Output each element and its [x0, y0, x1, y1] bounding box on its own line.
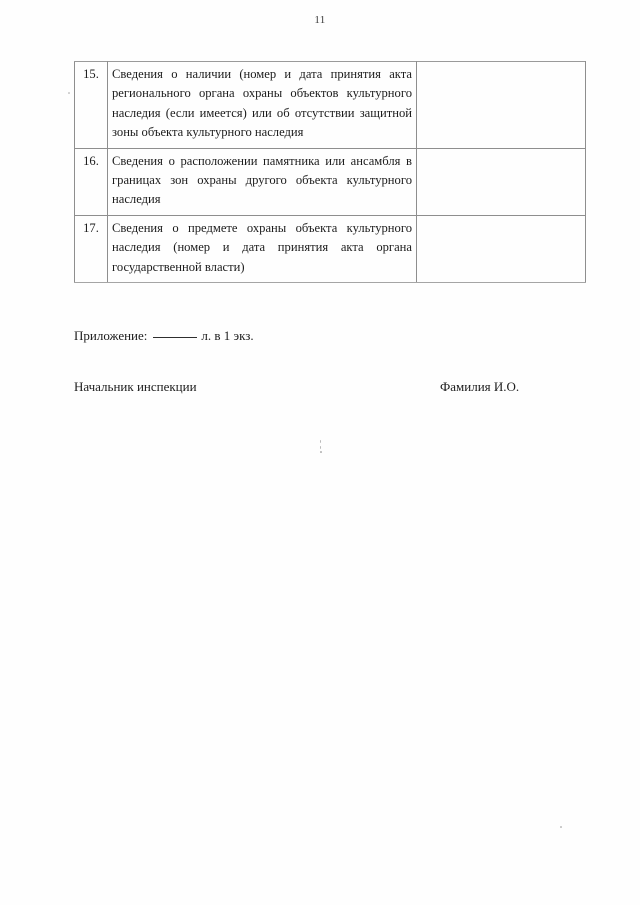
row-number: 16.	[75, 148, 108, 215]
row-value[interactable]	[417, 215, 586, 282]
table-row	[75, 215, 586, 282]
signatory-title: Начальник инспекции	[74, 379, 197, 394]
row-value[interactable]	[417, 148, 586, 215]
scan-artifact	[560, 826, 562, 828]
row-value[interactable]	[417, 62, 586, 149]
row-number: 15.	[75, 62, 108, 149]
signatory-name: Фамилия И.О.	[440, 379, 520, 394]
scan-artifact	[320, 440, 321, 443]
attachment-blank-field[interactable]	[153, 337, 197, 338]
requirements-table	[74, 61, 586, 283]
scan-artifact	[320, 451, 322, 453]
row-description: Сведения о предмете охраны объекта культурного наследия (номер и дата принятия акта органа государственной власти)	[108, 215, 417, 282]
row-number: 17.	[75, 215, 108, 282]
attachment-suffix: л. в 1 экз.	[201, 328, 254, 343]
page-number: 11	[314, 14, 326, 26]
attachment-label: Приложение:	[74, 328, 148, 343]
row-description: Сведения о наличии (номер и дата принятия акта регионального органа охраны объектов культурного наследия (если имеется) или об отсутствии защитной зоны объекта культурного наследия	[108, 62, 417, 149]
table-row	[75, 148, 586, 215]
scan-artifact	[320, 446, 321, 449]
table-row	[75, 62, 586, 149]
attachment-line	[74, 327, 254, 345]
scan-artifact	[68, 92, 70, 94]
row-description: Сведения о расположении памятника или ансамбля в границах зон охраны другого объекта культурного наследия	[108, 148, 417, 215]
